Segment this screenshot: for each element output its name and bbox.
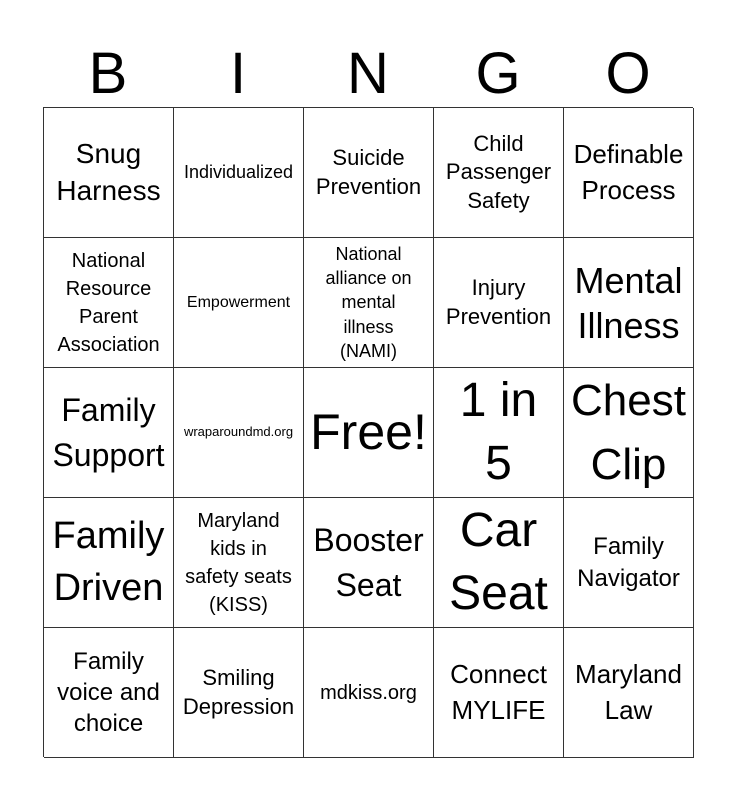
cell-text: Child Passenger Safety — [445, 130, 552, 213]
cell-text: Suicide Prevention — [315, 144, 422, 199]
bingo-cell[interactable] — [434, 628, 564, 758]
cell-text: Snug Harness — [56, 138, 161, 206]
header-letter-n: N — [347, 41, 389, 106]
bingo-cell[interactable] — [174, 238, 304, 368]
cell-text: Connect MYLIFE — [450, 659, 547, 725]
cell-text: wraparoundmd.org — [183, 424, 294, 440]
cell-text: Free! — [310, 404, 427, 460]
cell-text: mdkiss.org — [320, 681, 417, 704]
bingo-cell[interactable] — [434, 498, 564, 628]
header-letter-o: O — [605, 41, 651, 106]
cell-text: Booster Seat — [313, 521, 424, 603]
cell-text: Definable Process — [573, 139, 684, 205]
header-letter-g: G — [475, 41, 521, 106]
header-letter-i: I — [229, 41, 247, 106]
bingo-header — [43, 40, 693, 108]
bingo-cell[interactable] — [304, 108, 434, 238]
bingo-cell[interactable] — [44, 108, 174, 238]
bingo-cell[interactable] — [304, 628, 434, 758]
cell-text: 1 in 5 — [459, 374, 538, 490]
bingo-cell[interactable] — [564, 238, 694, 368]
bingo-cell[interactable] — [44, 498, 174, 628]
bingo-cell[interactable] — [174, 368, 304, 498]
bingo-cell[interactable] — [174, 108, 304, 238]
bingo-cell[interactable] — [564, 368, 694, 498]
bingo-cell[interactable] — [434, 368, 564, 498]
bingo-cell[interactable] — [564, 628, 694, 758]
bingo-cell[interactable] — [434, 108, 564, 238]
cell-text: Car Seat — [449, 504, 548, 620]
bingo-cell[interactable] — [44, 628, 174, 758]
cell-text: Individualized — [183, 162, 294, 183]
bingo-cell[interactable] — [304, 238, 434, 368]
bingo-card — [43, 107, 693, 757]
bingo-cell free-space[interactable] — [304, 368, 434, 498]
cell-text: Smiling Depression — [182, 664, 295, 719]
cell-text: National alliance on mental illness (NAMI) — [325, 243, 412, 361]
bingo-cell[interactable] — [434, 238, 564, 368]
bingo-cell[interactable] — [304, 498, 434, 628]
cell-text: Family Navigator — [577, 533, 680, 592]
cell-text: Maryland kids in safety seats (KISS) — [185, 509, 292, 616]
cell-text: Family Support — [52, 391, 165, 473]
cell-text: Family Driven — [52, 515, 165, 609]
bingo-cell[interactable] — [564, 108, 694, 238]
header-letter-b: B — [88, 41, 128, 106]
cell-text: Mental Illness — [574, 259, 683, 346]
cell-text: Family voice and choice — [57, 647, 160, 738]
cell-text: National Resource Parent Association — [57, 249, 160, 356]
bingo-cell[interactable] — [44, 368, 174, 498]
bingo-cell[interactable] — [564, 498, 694, 628]
cell-text: Empowerment — [186, 293, 291, 311]
cell-text: Maryland Law — [575, 659, 682, 725]
cell-text: Chest Clip — [571, 375, 686, 489]
cell-text: Injury Prevention — [445, 274, 552, 329]
bingo-cell[interactable] — [174, 498, 304, 628]
bingo-cell[interactable] — [44, 238, 174, 368]
bingo-cell[interactable] — [174, 628, 304, 758]
